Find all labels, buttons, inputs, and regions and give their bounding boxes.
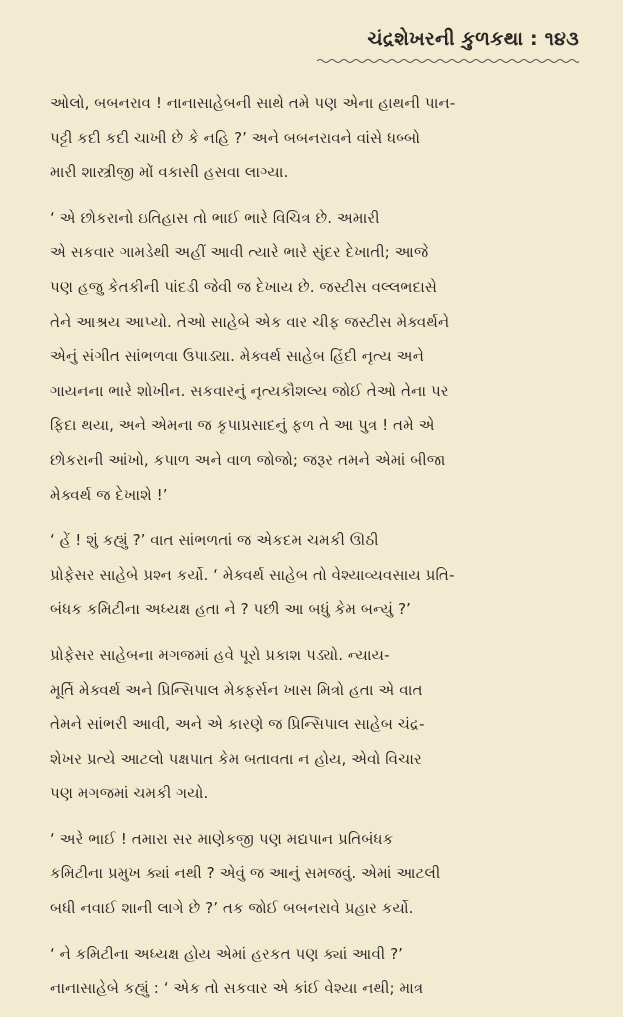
paragraph-3: ‘ હેં ! શું કહ્યું ?’ વાત સાંભળતાં જ એકદમ ચમકી ઊઠી પ્રોફેસર સાહેબે પ્રશ્ન કર્યો. ‘ મેક્વર્થ સાહેબ તો વેશ્યાવ્યવસાય પ્રતિ- બંધક કમિટીના અધ્યક્ષ હતા ને ? પછી આ બધું કેમ બન્યું ?’ (50, 531, 455, 619)
paragraph-2: ‘ એ છોકરાનો ઇતિહાસ તો ભાઈ ભારે વિચિત્ર છે. અમારી એ સકવાર ગામડેથી અહીં આવી ત્યારે ભારે સુંદર દેખાતી; આજે પણ હજુ કેતકીની પાંદડી જેવી જ દેખાય છે. જસ્ટીસ વલ્લભદાસે તેને આશ્રય આપ્યો. તેઓ સાહેબે એક વાર ચીફ જસ્ટીસ મેક્વર્થને એનું સંગીત સાંભળવા ઉપાડ્યા. મેક્વર્થ સાહેબ હિંદી નૃત્ય અને ગાયનના ભારે શોખીન. સકવારનું નૃત્યકૌશલ્ય જોઈ તેઓ તેના પર ફિદા થયા, અને એમના જ કૃપાપ્રસાદનું ફળ તે આ પુત્ર ! તમે એ છોકરાની આંખો, કપાળ અને વાળ જોજો; જરૂર તમને એમાં બીજા મેક્વર્થ જ દેખાશે !’ (50, 208, 450, 504)
paragraph-1: ઓલો, બબનરાવ ! નાનાસાહેબની સાથે તમે પણ એના હાથની પાન- પટ્ટી કદી કદી ચાખી છે કે નહિ ?’ અને બબનરાવને વાંસે ધબ્બો મારી શાસ્ત્રીજી મોં વકાસી હસવા લાગ્યા. (50, 94, 456, 182)
running-head: ચંદ્રશેખરની કુળકથા : ૧૪૩ (367, 28, 579, 50)
body-text (50, 86, 579, 1017)
paragraph-4: પ્રોફેસર સાહેબના મગજમાં હવે પૂરો પ્રકાશ પડ્યો. ન્યાય- મૂર્તિ મેક્વર્થ અને પ્રિન્સિપાલ મેક્ફર્સન ખાસ મિત્રો હતા એ વાત તેમને સાંભરી આવી, અને એ કારણે જ પ્રિન્સિપાલ સાહેબ ચંદ્ર- શેખર પ્રત્યે આટલો પક્ષપાત કેમ બતાવતા ન હોય, એવો વિચાર પણ મગજમાં ચમકી ગયો. (50, 645, 425, 803)
header-wavy-rule (317, 58, 579, 64)
paragraph-5: ‘ અરે ભાઈ ! તમારા સર માણેકજી પણ મદ્યપાન પ્રતિબંધક કમિટીના પ્રમુખ ક્યાં નથી ? એવું જ આનું સમજવું. એમાં આટલી બધી નવાઈ શાની લાગે છે ?’ તક જોઈ બબનરાવે પ્રહાર કર્યો. (50, 829, 441, 918)
paragraph-6: ‘ ને કમિટીના અધ્યક્ષ હોય એમાં હરકત પણ ક્યાં આવી ?’ નાનાસાહેબે કહ્યું : ‘ એક તો સકવાર એ કાંઈ વેશ્યા નથી; માત્ર (50, 944, 424, 998)
